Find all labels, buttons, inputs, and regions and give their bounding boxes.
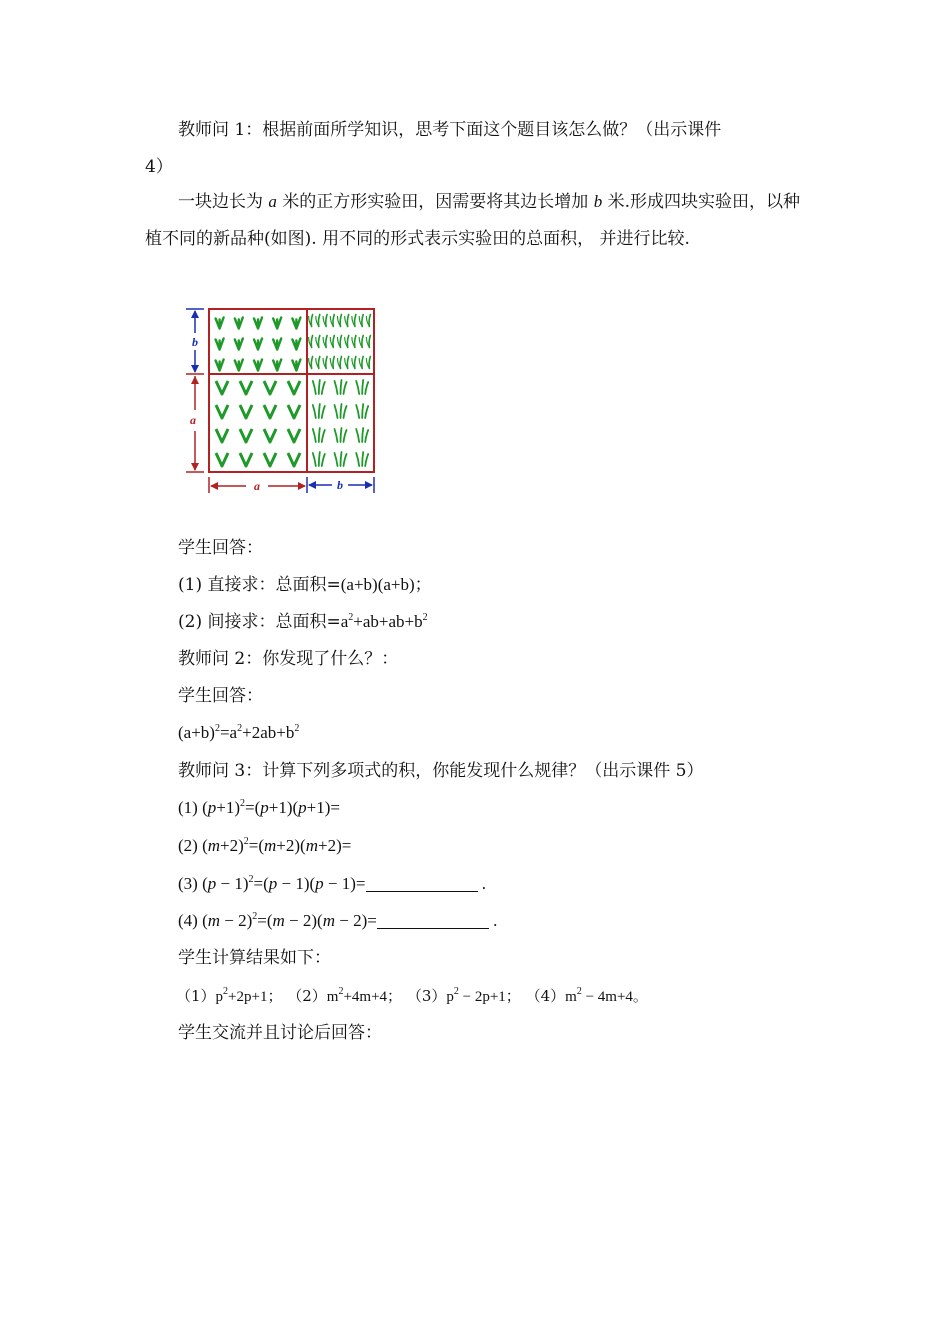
ex-part: − 2)= [335, 911, 377, 930]
teacher-question-2-text: 教师问 2：你发现了什么？： [178, 649, 399, 669]
plant-icon [288, 429, 300, 442]
ex-var: p [207, 874, 217, 893]
formula-rest: +2ab+b [242, 723, 295, 742]
plant-icon [264, 381, 276, 394]
plant-icon [335, 380, 347, 394]
ex-var: p [260, 798, 269, 817]
plant-icon [323, 357, 327, 369]
plant-icon [345, 357, 349, 369]
ex-tail: . [488, 911, 498, 930]
bottom-dimension-b [307, 477, 374, 493]
plant-icon [235, 360, 243, 371]
plant-icon [254, 339, 262, 350]
exercise-3 [178, 873, 486, 895]
result-part: p [446, 989, 454, 1005]
teacher-question-2 [178, 648, 398, 670]
plant-icon [359, 315, 363, 327]
results-line [176, 985, 648, 1008]
plant-icon [264, 453, 276, 466]
result-exp: 2 [453, 986, 459, 997]
problem-text-1: 一块边长为 [178, 192, 269, 212]
plant-icon [254, 360, 262, 371]
plant-icon [240, 453, 252, 466]
plant-icon [313, 452, 325, 466]
plant-icon [240, 405, 252, 418]
ex-tail: . [477, 874, 486, 893]
plant-icon [335, 404, 347, 418]
plant-icon [288, 405, 300, 418]
result-label: （1） [176, 987, 216, 1005]
item1-expression: (a+b)(a+b) [340, 575, 415, 594]
answer1-item1 [178, 574, 432, 596]
plant-icon [359, 336, 363, 348]
result-exp: 2 [338, 986, 344, 997]
plant-icon [338, 357, 342, 369]
problem-text-2: 米的正方形实验田，因需要将其边长增加 [276, 192, 594, 212]
plant-icon [235, 318, 243, 329]
discussion [178, 1022, 382, 1044]
result-part: +2p+1； [228, 989, 283, 1005]
left-dimension-a [186, 374, 204, 472]
plant-icon [356, 452, 368, 466]
plant-icon [309, 336, 313, 348]
variable-b: b [593, 192, 603, 211]
plant-icon [288, 381, 300, 394]
ex-part: =( [244, 798, 261, 817]
ex-var: p [298, 798, 307, 817]
plant-icon [216, 318, 224, 329]
results-heading-text: 学生计算结果如下： [178, 948, 331, 968]
item2-middle: +ab+ab+b [353, 612, 423, 631]
plant-icon [216, 339, 224, 350]
ex-exp: 2 [252, 911, 258, 922]
result-label: （4） [525, 987, 566, 1005]
item1-end: ； [414, 575, 432, 595]
item2-exponent-2: 2 [422, 612, 428, 623]
ex-var: m [322, 911, 335, 930]
answer2-heading [178, 685, 263, 707]
item2-prefix: (2) 间接求：总面积= [178, 612, 341, 632]
plant-icon [288, 453, 300, 466]
exercise-4 [178, 910, 497, 932]
formula-lhs: (a+b) [178, 723, 215, 742]
ex-var: p [207, 798, 217, 817]
label-b-bottom: b [337, 478, 343, 492]
ex-exp: 2 [239, 798, 245, 809]
ex-part: +2)= [318, 836, 352, 855]
plant-icon [216, 405, 228, 418]
result-part: − 4m+4。 [581, 989, 648, 1005]
ex-part: =( [257, 911, 273, 930]
result-label: （3） [406, 987, 447, 1005]
plant-icon [366, 315, 370, 327]
plant-icon [323, 315, 327, 327]
plant-icon [292, 339, 300, 350]
plant-icon [216, 360, 224, 371]
plant-icon [216, 429, 228, 442]
bottom-dimension-a [209, 477, 306, 493]
problem-paragraph [145, 183, 807, 258]
ex-part: =( [253, 874, 269, 893]
formula-exp-3: 2 [294, 723, 300, 734]
plant-icon [330, 357, 334, 369]
ex-part: =( [248, 836, 265, 855]
plant-icon [273, 318, 281, 329]
plant-icon [366, 357, 370, 369]
label-b-left: b [192, 335, 198, 349]
formula-exp-1: 2 [214, 723, 220, 734]
result-exp: 2 [223, 986, 229, 997]
ex-num: (1) ( [178, 798, 208, 817]
ex-part: − 2) [220, 911, 253, 930]
ex-num: (3) ( [178, 874, 208, 893]
plant-icon [330, 336, 334, 348]
ex-part: +2) [220, 836, 244, 855]
formula-mid: =a [219, 723, 238, 742]
result-exp: 2 [576, 986, 582, 997]
plant-icon [216, 381, 228, 394]
item2-exponent: 2 [348, 612, 354, 623]
plant-icon [366, 336, 370, 348]
teacher-question-1-cont [145, 156, 173, 178]
plant-icon [356, 404, 368, 418]
plant-icon [235, 339, 243, 350]
plant-icon [352, 336, 356, 348]
plant-icon [309, 357, 313, 369]
ex-part: +1)( [268, 798, 299, 817]
result-part: +4m+4； [343, 989, 403, 1005]
teacher-question-1 [178, 119, 721, 141]
teacher-question-1-text: 教师问 1：根据前面所学知识，思考下面这个题目该怎么做？（出示课件 [178, 120, 722, 140]
answer1-heading [178, 537, 263, 559]
ex-var: m [272, 911, 285, 930]
field-diagram [182, 303, 378, 499]
result-part: m [326, 989, 339, 1005]
plant-icon [264, 429, 276, 442]
teacher-question-1-text-cont: 4） [145, 157, 173, 177]
plant-icon [316, 357, 320, 369]
ex-var: m [305, 836, 318, 855]
result-part: m [565, 989, 577, 1005]
ex-part: − 2)( [284, 911, 323, 930]
plant-icon [352, 357, 356, 369]
formula-exp-2: 2 [237, 723, 243, 734]
teacher-question-3 [178, 760, 703, 782]
plant-icon [345, 336, 349, 348]
plant-icon [240, 429, 252, 442]
exercise-1 [178, 797, 340, 819]
plant-icon [356, 428, 368, 442]
answer2-heading-text: 学生回答： [178, 686, 263, 706]
item1-prefix: (1) 直接求：总面积= [178, 575, 341, 595]
ex-var: m [207, 911, 221, 930]
exercise-2 [178, 835, 351, 857]
label-a-left: a [190, 413, 196, 427]
ex-part: − 1) [216, 874, 249, 893]
plant-icon [292, 360, 300, 371]
identity-formula [178, 722, 299, 744]
ex-part: +1)= [306, 798, 340, 817]
ex-part: +2)( [276, 836, 306, 855]
plant-icon [273, 339, 281, 350]
answer-blank[interactable] [366, 877, 478, 892]
plant-icon [338, 315, 342, 327]
plant-icon [264, 405, 276, 418]
ex-num: (4) ( [178, 911, 208, 930]
plant-icon [352, 315, 356, 327]
variable-a: a [268, 192, 277, 211]
label-a-bottom: a [254, 479, 260, 493]
answer1-heading-text: 学生回答： [178, 538, 263, 558]
plant-icon [313, 380, 325, 394]
plant-icon [316, 315, 320, 327]
left-dimension-b [186, 309, 204, 373]
ex-exp: 2 [243, 836, 249, 847]
results-heading [178, 947, 331, 969]
result-part: p [215, 989, 224, 1005]
plant-icon [330, 315, 334, 327]
plant-icon [292, 318, 300, 329]
plant-icon [356, 380, 368, 394]
plant-icon [338, 336, 342, 348]
result-part: − 2p+1； [458, 989, 521, 1005]
plant-icon [240, 381, 252, 394]
plant-icon [335, 428, 347, 442]
plant-icon [316, 336, 320, 348]
plant-icon [313, 428, 325, 442]
plant-icon [345, 315, 349, 327]
plant-icon [323, 336, 327, 348]
plant-icon [309, 315, 313, 327]
plant-icon [335, 452, 347, 466]
ex-exp: 2 [248, 874, 254, 885]
ex-var: p [315, 874, 324, 893]
ex-num: (2) ( [178, 836, 208, 855]
problem-text-3: 米.形成四块实验田，以种植不同的新品种(如图). 用不同的形式表示实验田的总面积， 并进行比较. [145, 192, 801, 249]
plant-icon [313, 404, 325, 418]
ex-var: p [268, 874, 278, 893]
item2-a: a [340, 612, 349, 631]
plant-icon [216, 453, 228, 466]
ex-part: − 1)( [277, 874, 316, 893]
answer-blank[interactable] [377, 914, 489, 929]
discussion-text: 学生交流并且讨论后回答： [178, 1023, 382, 1043]
ex-var: m [207, 836, 221, 855]
plant-icon [359, 357, 363, 369]
answer1-item2 [178, 611, 428, 633]
teacher-question-3-text: 教师问 3：计算下列多项式的积，你能发现什么规律？（出示课件 5） [178, 761, 704, 781]
ex-part: +1) [216, 798, 240, 817]
ex-part: − 1)= [323, 874, 366, 893]
plant-icon [254, 318, 262, 329]
plant-icon [273, 360, 281, 371]
ex-var: m [264, 836, 277, 855]
result-label: （2） [287, 987, 327, 1005]
